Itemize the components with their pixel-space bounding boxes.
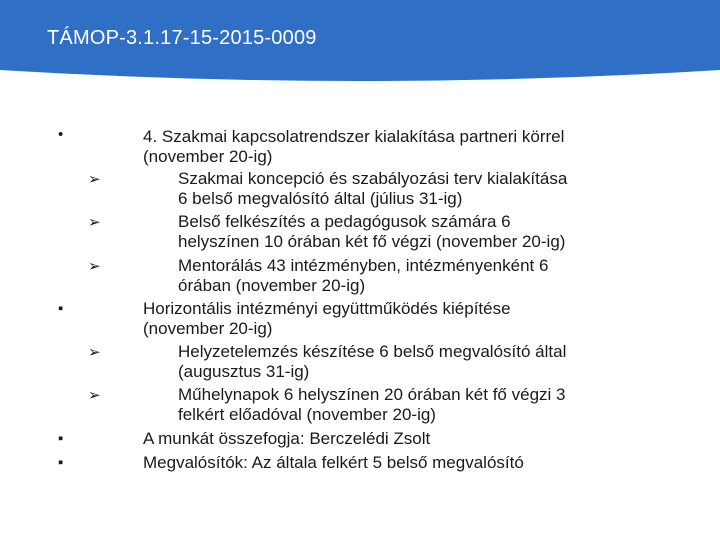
list-item-line: (november 20-ig) — [143, 319, 273, 338]
list-item-line: Belső felkészítés a pedagógusok számára 6 — [178, 212, 511, 231]
list-item-line: felkért előadóval (november 20-ig) — [178, 405, 436, 424]
list-item-line: 6 belső megvalósító által (július 31-ig) — [178, 189, 463, 208]
square-bullet: ▪ — [58, 430, 64, 447]
list-item-line: Szakmai koncepció és szabályozási terv kialakítása — [178, 169, 568, 188]
list-item-line: Műhelynapok 6 helyszínen 20 órában két fő végzi 3 — [178, 385, 566, 404]
arrow-bullet-icon: ➢ — [88, 213, 101, 231]
list-item-line: A munkát összefogja: Berczelédi Zsolt — [143, 429, 431, 448]
arrow-bullet-icon: ➢ — [88, 257, 101, 275]
arrow-bullet-icon: ➢ — [88, 170, 101, 188]
list-item-line: Mentorálás 43 intézményben, intézményenként 6 — [178, 256, 549, 275]
slide-title: TÁMOP-3.1.17-15-2015-0009 — [47, 27, 317, 49]
list-item-line: Helyzetelemzés készítése 6 belső megvalósító által — [178, 342, 567, 361]
list-item-line: Horizontális intézményi együttműködés kiépítése — [143, 299, 511, 318]
list-item-line: Megvalósítók: Az általa felkért 5 belső megvalósító — [143, 453, 524, 472]
list-item-line: órában (november 20-ig) — [178, 276, 366, 295]
list-item-line: 4. Szakmai kapcsolatrendszer kialakítása partneri körrel — [143, 127, 565, 146]
square-bullet: ▪ — [58, 454, 64, 471]
arrow-bullet-icon: ➢ — [88, 386, 101, 404]
list-item-line: (augusztus 31-ig) — [178, 362, 310, 381]
square-bullet: ▪ — [58, 300, 64, 317]
list-item-line: (november 20-ig) — [143, 147, 273, 166]
list-item-line: helyszínen 10 órában két fő végzi (november 20-ig) — [178, 232, 566, 251]
round-bullet: • — [58, 126, 64, 143]
arrow-bullet-icon: ➢ — [88, 343, 101, 361]
